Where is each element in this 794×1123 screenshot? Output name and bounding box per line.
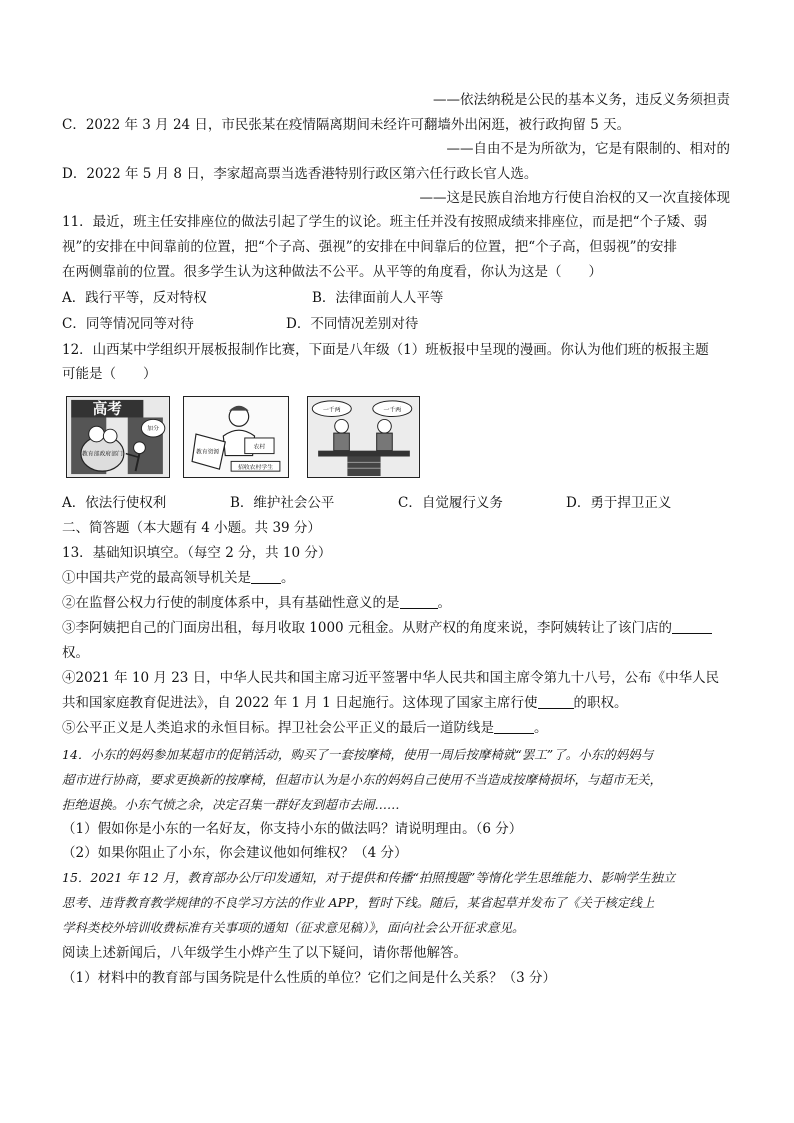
q14-para-line1: 14．小东的妈妈参加某超市的促销活动，购买了一套按摩椅，使用一周后按摩椅就“罢工”了。小东的妈妈与 bbox=[62, 747, 654, 762]
q12-option-b: B．维护社会公平 bbox=[230, 495, 335, 511]
q12-option-a: A．依法行使权利 bbox=[62, 495, 167, 511]
option-b-comment: ——依法纳税是公民的基本义务，违反义务须担责 bbox=[433, 92, 730, 108]
q11-stem-line1: 11．最近，班主任安排座位的做法引起了学生的议论。班主任并没有按照成绩来排座位，而是把“个子矮、弱 bbox=[62, 214, 708, 230]
comic2-text1: 教育资源 bbox=[196, 449, 220, 456]
option-d: D．2022 年 5 月 8 日，李家超高票当选香港特别行政区第六任行政长官人选。 bbox=[62, 166, 538, 182]
answer-blank[interactable] bbox=[538, 694, 574, 709]
q11-option-d: D．不同情况差别对待 bbox=[286, 316, 419, 332]
q15-para-line1: 15．2021 年 12 月，教育部办公厅印发通知，对于提供和传播“拍照搜题”等惰化学生思维能力、影响学生独立 bbox=[62, 870, 676, 885]
q12-option-d: D．勇于捍卫正义 bbox=[566, 495, 672, 511]
q13-item1-text: ①中国共产党的最高领导机关是 bbox=[62, 570, 251, 586]
q13-item1 bbox=[62, 568, 732, 588]
comic1-text1: 加分 bbox=[147, 426, 159, 433]
comic-gaokao bbox=[66, 396, 170, 478]
q13-item4-line2 bbox=[62, 693, 732, 713]
comic-thousand-taels bbox=[307, 396, 420, 478]
option-c: C．2022 年 3 月 24 日，市民张某在疫情隔离期间未经许可翻墙外出闲逛，被行政拘留 5 天。 bbox=[62, 117, 631, 133]
period: 。 bbox=[281, 570, 295, 586]
q13-item3-cont: 权。 bbox=[62, 645, 89, 661]
q12-stem-line2: 可能是（ ） bbox=[62, 366, 157, 382]
q11-option-c: C．同等情况同等对待 bbox=[62, 316, 194, 332]
q13-item3-text: ③李阿姨把自己的门面房出租，每月收取 1000 元租金。从财产权的角度来说，李阿姨转让了该门店的 bbox=[62, 620, 672, 636]
q11-option-b: B．法律面前人人平等 bbox=[312, 290, 444, 306]
section-heading: 二、简答题（本大题有 4 小题。共 39 分） bbox=[62, 520, 321, 536]
comic-education-resource bbox=[183, 396, 289, 478]
q13-item2-text: ②在监督公权力行使的制度体系中，具有基础性意义的是 bbox=[62, 595, 400, 611]
q15-prompt: 阅读上述新闻后，八年级学生小烨产生了以下疑问，请你帮他解答。 bbox=[62, 945, 467, 961]
comic-gaokao-illustration bbox=[67, 397, 169, 477]
q13-item3 bbox=[62, 618, 732, 638]
option-c-comment: ——自由不是为所欲为，它是有限制的、相对的 bbox=[446, 141, 730, 157]
comic1-title: 高考 bbox=[92, 400, 122, 418]
comic1-text2: 教育部政府部门 bbox=[81, 451, 123, 458]
comic2-text2: 农村 bbox=[253, 444, 266, 451]
q13-item5-text: ⑤公平正义是人类追求的永恒目标。捍卫社会公平正义的最后一道防线是 bbox=[62, 720, 494, 736]
q15-para-line3: 学科类校外培训收费标准有关事项的通知（征求意见稿）》，面向社会公开征求意见。 bbox=[62, 920, 525, 935]
q15-sub1: （1）材料中的教育部与国务院是什么性质的单位？它们之间是什么关系？（3 分） bbox=[62, 970, 556, 986]
q13-item4-tail: 的职权。 bbox=[573, 695, 628, 711]
q11-stem-line3: 在两侧靠前的位置。很多学生认为这种做法不公平。从平等的角度看，你认为这是（ ） bbox=[62, 264, 602, 280]
comic3-text1: 一千两 bbox=[323, 407, 341, 414]
q12-option-c: C．自觉履行义务 bbox=[398, 495, 503, 511]
q14-sub2: （2）如果你阻止了小东，你会建议他如何维权？（4 分） bbox=[62, 845, 408, 861]
q13-item5 bbox=[62, 718, 732, 738]
q14-para-line3: 拒绝退换。小东气愤之余，决定召集一群好友到超市去闹…… bbox=[62, 797, 400, 812]
q13-item4-line1: ④2021 年 10 月 23 日，中华人民共和国主席习近平签署中华人民共和国主席令第九十八号，公布《中华人民 bbox=[62, 670, 720, 686]
q14-para-line2: 超市进行协商，要求更换新的按摩椅，但超市认为是小东的妈妈自己使用不当造成按摩椅损坏，与超市无关， bbox=[62, 772, 663, 787]
answer-blank[interactable] bbox=[672, 619, 712, 634]
answer-blank[interactable] bbox=[251, 569, 281, 584]
comic-education-illustration bbox=[184, 397, 288, 477]
q11-stem-line2: 视”的安排在中间靠前的位置，把“个子高、强视”的安排在中间靠后的位置，把“个子高，但弱视”的安排 bbox=[62, 239, 678, 255]
option-d-comment: ——这是民族自治地方行使自治权的又一次直接体现 bbox=[419, 190, 730, 206]
answer-blank[interactable] bbox=[400, 594, 438, 609]
comic3-text2: 一千两 bbox=[383, 407, 402, 414]
q14-sub1: （1）假如你是小东的一名好友，你支持小东的做法吗？请说明理由。（6 分） bbox=[62, 821, 523, 837]
period: 。 bbox=[437, 595, 451, 611]
q13-item4-text: 共和国家庭教育促进法》，自 2022 年 1 月 1 日起施行。这体现了国家主席行使 bbox=[62, 695, 538, 711]
q13-item2 bbox=[62, 593, 732, 613]
comic-thousand-illustration bbox=[308, 397, 419, 477]
q15-para-line2: 思考、违背教育教学规律的不良学习方法的作业 APP，暂时下线。随后，某省起草并发布了《关于核定线上 bbox=[62, 895, 655, 910]
comic2-text3: 招收农村学生 bbox=[237, 465, 274, 472]
q13-stem: 13．基础知识填空。（每空 2 分，共 10 分） bbox=[62, 545, 332, 561]
period: 。 bbox=[534, 720, 548, 736]
q12-stem-line1: 12．山西某中学组织开展板报制作比赛，下面是八年级（1）班板报中呈现的漫画。你认为他们班的板报主题 bbox=[62, 342, 709, 358]
q11-option-a: A．践行平等，反对特权 bbox=[62, 290, 207, 306]
answer-blank[interactable] bbox=[494, 719, 534, 734]
